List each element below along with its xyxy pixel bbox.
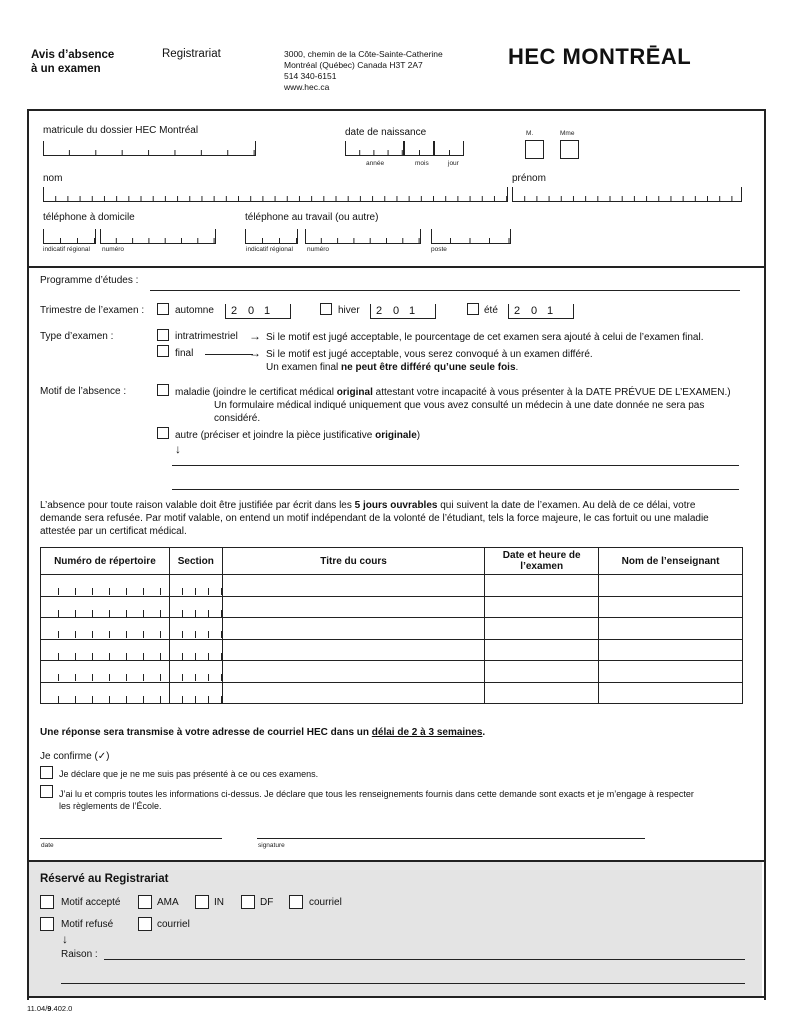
year-digit: 1 (264, 305, 271, 317)
table-row (41, 596, 743, 618)
title-cell[interactable] (222, 618, 484, 640)
automne-label: automne (175, 305, 214, 316)
title-cell[interactable] (222, 596, 484, 618)
programme-line[interactable] (150, 290, 740, 291)
dob-year-field[interactable] (345, 141, 404, 156)
hiver-checkbox[interactable] (320, 303, 332, 315)
maladie-text-a: maladie (joindre le certificat médical (175, 387, 337, 398)
table-row (41, 639, 743, 661)
tel-home-label: téléphone à domicile (43, 212, 135, 223)
programme-label: Programme d’études : (40, 275, 139, 286)
dob-label: date de naissance (345, 127, 427, 138)
motif-accepted-label: Motif accepté (61, 897, 121, 908)
final-checkbox[interactable] (157, 345, 169, 357)
tel-work-number-field[interactable] (305, 229, 421, 244)
final-note-line2 (266, 361, 593, 374)
section-divider (27, 266, 764, 268)
title-cell[interactable] (222, 661, 484, 683)
table-row (41, 575, 743, 597)
website-line: www.hec.ca (284, 82, 330, 92)
repertoire-cell[interactable] (41, 682, 170, 704)
tel-work-label: téléphone au travail (ou autre) (245, 212, 379, 223)
tel-work-area-field[interactable] (245, 229, 298, 244)
matricule-label: matricule du dossier HEC Montréal (43, 125, 199, 136)
autre-text-a: autre (préciser et joindre la pièce justificative (175, 430, 376, 441)
ete-label: été (484, 305, 498, 316)
tel-work-extension-field[interactable] (431, 229, 511, 244)
confirm-title: Je confirme (✓) (40, 751, 110, 762)
repertoire-cell[interactable] (41, 639, 170, 661)
section-cell[interactable] (169, 639, 222, 661)
form-code-part: 11.04/ (27, 1004, 48, 1013)
final-note-period: . (515, 362, 519, 373)
notice-paragraph (40, 499, 750, 538)
prenom-label: prénom (512, 173, 546, 184)
autre-line[interactable] (172, 489, 739, 490)
motif-refused-label: Motif refusé (61, 919, 114, 930)
response-notice (40, 726, 485, 739)
confirm-read-text (59, 788, 759, 812)
section-cell[interactable] (169, 596, 222, 618)
confirm-absence-text: Je déclare que je ne me suis pas présenté à ce ou ces examens. (59, 769, 319, 779)
date-cell[interactable] (485, 639, 599, 661)
table-row (41, 661, 743, 683)
number-caption: numéro (307, 246, 330, 253)
table-row (41, 682, 743, 704)
final-note-line1: Si le motif est jugé acceptable, vous serez convoqué à un examen différé. (266, 349, 593, 360)
number-caption: numéro (102, 246, 125, 253)
ama-checkbox[interactable] (138, 895, 152, 909)
teacher-cell[interactable] (599, 661, 743, 683)
section-cell[interactable] (169, 661, 222, 683)
form-code-part: 9 (47, 1004, 52, 1013)
dob-month-caption: mois (415, 160, 429, 167)
form-title-line2: à un examen (31, 63, 101, 75)
area-code-caption: indicatif régional (246, 246, 293, 253)
matricule-field[interactable] (43, 141, 256, 156)
maladie-emphasis: original (336, 387, 373, 398)
date-caption: date (41, 842, 54, 849)
dob-day-field[interactable] (434, 141, 464, 156)
col-header-repertoire: Numéro de répertoire (41, 548, 170, 575)
maladie-checkbox[interactable] (157, 384, 169, 396)
automne-year-field[interactable] (225, 304, 291, 319)
form-code (27, 1004, 72, 1013)
dob-day-caption: jour (448, 160, 459, 167)
raison-line[interactable] (104, 959, 745, 960)
department-name: Registrariat (162, 48, 221, 60)
date-cell[interactable] (485, 618, 599, 640)
address-line: Montréal (Québec) Canada H3T 2A7 (284, 60, 423, 70)
signature-line[interactable] (257, 838, 645, 839)
response-delay: délai de 2 à 3 semaines (371, 727, 483, 738)
arrow-right-icon: → (249, 346, 261, 360)
ama-label: AMA (157, 897, 179, 908)
intra-note: Si le motif est jugé acceptable, le pourcentage de cet examen sera ajouté à celui de l’examen final. (266, 332, 704, 343)
year-digit: 1 (409, 305, 416, 317)
arrow-down-icon: ↓ (62, 932, 68, 946)
sex-f-checkbox[interactable] (560, 140, 579, 159)
maladie-text-c: attestant votre incapacité à vous présenter à la DATE PRÉVUE DE L’EXAMEN.) (372, 387, 731, 398)
col-header-teacher: Nom de l’enseignant (599, 548, 743, 575)
confirm-read-line2: les règlements de l’École. (59, 801, 162, 811)
repertoire-cell[interactable] (41, 618, 170, 640)
final-note-emphasis: ne peut être différé qu’une seule fois (341, 362, 516, 373)
date-cell[interactable] (485, 682, 599, 704)
arrow-down-icon: ↓ (175, 442, 181, 456)
date-cell[interactable] (485, 661, 599, 683)
notice-text: qui suivent la date de l’examen. Au delà de ce délai, votre (437, 500, 696, 511)
col-header-section: Section (169, 548, 222, 575)
notice-text: L’absence pour toute raison valable doit être justifiée par écrit dans les (40, 500, 355, 511)
area-code-caption: indicatif régional (43, 246, 90, 253)
long-arrow-shaft (205, 354, 253, 355)
title-cell[interactable] (222, 575, 484, 597)
col-header-date: Date et heure de l’examen (485, 548, 599, 575)
trimestre-label: Trimestre de l’examen : (40, 305, 145, 316)
hiver-label: hiver (338, 305, 360, 316)
motif-label: Motif de l’absence : (40, 386, 127, 397)
title-cell[interactable] (222, 682, 484, 704)
table-header-row (41, 548, 743, 575)
courriel-checkbox[interactable] (289, 895, 303, 909)
courriel-refused-label: courriel (157, 919, 190, 930)
nom-label: nom (43, 173, 63, 184)
intra-label: intratrimestriel (175, 331, 238, 342)
signature-caption: signature (258, 842, 285, 849)
final-label: final (175, 348, 194, 359)
df-label: DF (260, 897, 274, 908)
in-checkbox[interactable] (195, 895, 209, 909)
year-digit: 0 (393, 305, 400, 317)
raison-line[interactable] (61, 983, 745, 984)
autre-checkbox[interactable] (157, 427, 169, 439)
dob-year-caption: année (366, 160, 385, 167)
repertoire-cell[interactable] (41, 661, 170, 683)
year-digit: 0 (531, 305, 538, 317)
form-title-line1: Avis d’absence (31, 49, 115, 61)
section-cell[interactable] (169, 618, 222, 640)
year-digit: 1 (547, 305, 554, 317)
maladie-line3: considéré. (214, 413, 261, 424)
autre-text (175, 429, 420, 442)
response-text: Une réponse sera transmise à votre adresse de courriel HEC dans un (40, 727, 372, 738)
autre-emphasis: originale (375, 430, 417, 441)
date-cell[interactable] (485, 575, 599, 597)
title-cell[interactable] (222, 639, 484, 661)
ete-year-field[interactable] (508, 304, 574, 319)
frame-bottom-rule (27, 996, 764, 998)
repertoire-cell[interactable] (41, 596, 170, 618)
reserved-title: Réservé au Registrariat (40, 873, 169, 885)
motif-refused-checkbox[interactable] (40, 917, 54, 931)
courses-table (40, 547, 743, 704)
section-cell[interactable] (169, 575, 222, 597)
raison-label: Raison : (61, 949, 98, 960)
autre-text-c: ) (416, 430, 421, 441)
ete-checkbox[interactable] (467, 303, 479, 315)
notice-line2: demande sera refusée. Par motif valable, on entend un motif indépendant de la volonté de l’étudiant, tels la force majeure, le cas fortuit ou une maladie (40, 513, 709, 524)
response-period: . (482, 727, 486, 738)
table-row (41, 618, 743, 640)
dob-month-field[interactable] (404, 141, 434, 156)
year-digit: 2 (376, 305, 383, 317)
courriel-refused-checkbox[interactable] (138, 917, 152, 931)
notice-deadline: 5 jours ouvrables (354, 500, 438, 511)
final-note (266, 348, 593, 374)
in-label: IN (214, 897, 224, 908)
form-code-part: .402.0 (51, 1004, 73, 1013)
hiver-year-field[interactable] (370, 304, 436, 319)
sex-f-label: Mme (560, 130, 575, 137)
repertoire-cell[interactable] (41, 575, 170, 597)
year-digit: 0 (248, 305, 255, 317)
nom-field[interactable] (43, 187, 508, 202)
date-line[interactable] (40, 838, 222, 839)
courriel-label: courriel (309, 897, 342, 908)
sex-m-label: M. (526, 130, 534, 137)
intra-checkbox[interactable] (157, 329, 169, 341)
teacher-cell[interactable] (599, 618, 743, 640)
teacher-cell[interactable] (599, 575, 743, 597)
automne-checkbox[interactable] (157, 303, 169, 315)
year-digit: 2 (231, 305, 238, 317)
teacher-cell[interactable] (599, 596, 743, 618)
tel-home-area-field[interactable] (43, 229, 96, 244)
address-line: 3000, chemin de la Côte-Sainte-Catherine (284, 49, 443, 59)
teacher-cell[interactable] (599, 639, 743, 661)
phone-line: 514 340-6151 (284, 71, 337, 81)
final-note-text: Un examen final (266, 362, 342, 373)
hec-logo: HEC MONTRĒAL (508, 44, 692, 69)
year-digit: 2 (514, 305, 521, 317)
confirm-read-checkbox[interactable] (40, 785, 53, 798)
address-block (284, 49, 443, 93)
df-checkbox[interactable] (241, 895, 255, 909)
sex-m-checkbox[interactable] (525, 140, 544, 159)
teacher-cell[interactable] (599, 682, 743, 704)
confirm-read-line1: J’ai lu et compris toutes les informations ci-dessus. Je déclare que tous les renseignements fournis dans cette demande sont exacts et je m’engage à respecter (59, 789, 694, 799)
col-header-title: Titre du cours (222, 548, 484, 575)
notice-line3: attestée par un certificat médical. (40, 526, 187, 537)
section-cell[interactable] (169, 682, 222, 704)
extension-caption: poste (431, 246, 447, 253)
maladie-text (175, 386, 731, 425)
autre-line[interactable] (172, 465, 739, 466)
confirm-absence-checkbox[interactable] (40, 766, 53, 779)
tel-home-number-field[interactable] (100, 229, 216, 244)
type-label: Type d’examen : (40, 331, 114, 342)
maladie-line2: Un formulaire médical indiqué uniquement que vous avez consulté un médecin à une date donnée ne sera pas (214, 400, 705, 411)
arrow-right-icon: → (249, 329, 261, 343)
form-title (31, 48, 114, 76)
motif-accepted-checkbox[interactable] (40, 895, 54, 909)
prenom-field[interactable] (512, 187, 742, 202)
date-cell[interactable] (485, 596, 599, 618)
